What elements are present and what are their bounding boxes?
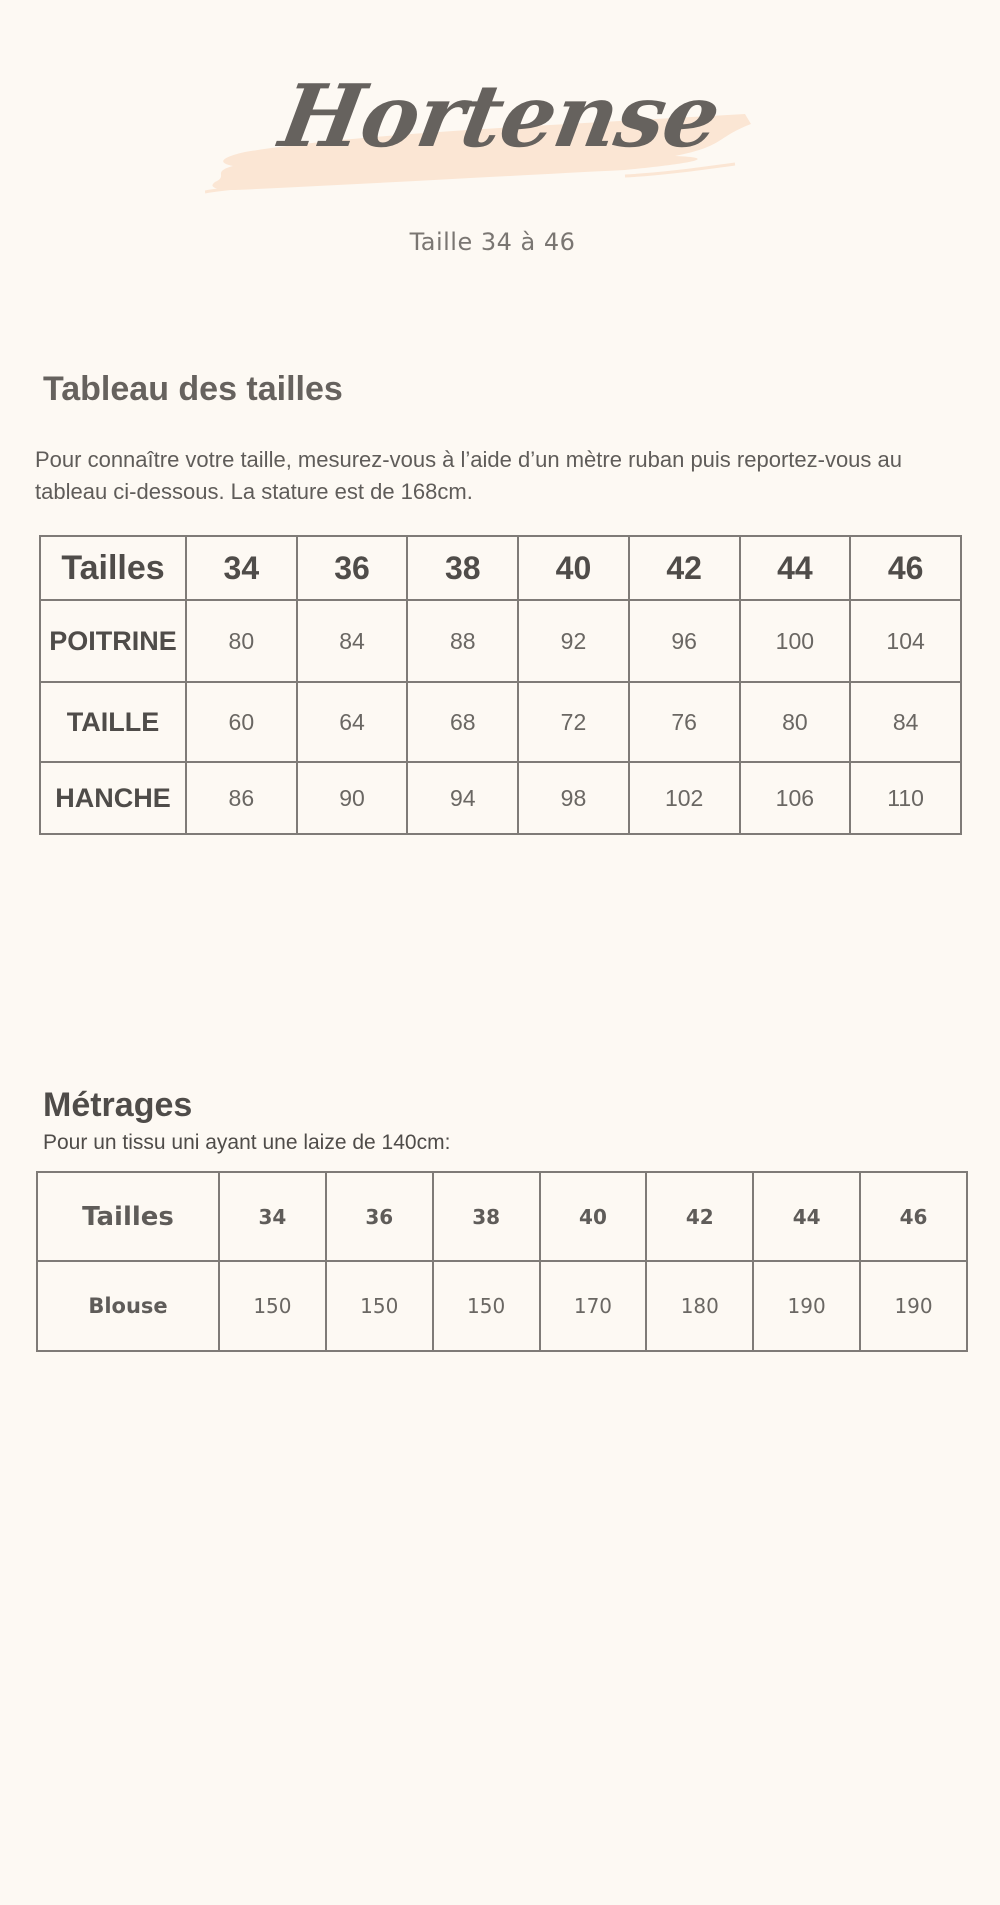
fabric-table: [36, 1171, 968, 1352]
row-label: TAILLE: [40, 682, 186, 762]
table-cell: 76: [629, 682, 740, 762]
header-cell-size: 38: [433, 1172, 540, 1261]
table-cell: 98: [518, 762, 629, 834]
pattern-title: Hortense: [273, 66, 728, 167]
header-cell-size: 40: [518, 536, 629, 600]
size-table: [39, 535, 962, 835]
table-cell: 190: [753, 1261, 860, 1351]
size-table-intro: Pour connaître votre taille, mesurez-vous à l’aide d’un mètre ruban puis reportez-vous au tableau ci-dessous. La stature est de 168cm.: [35, 447, 903, 504]
header-cell-size: 34: [219, 1172, 326, 1261]
table-cell: 170: [540, 1261, 647, 1351]
table-cell: 190: [860, 1261, 967, 1351]
table-cell: 92: [518, 600, 629, 682]
table-cell: 104: [850, 600, 961, 682]
header-cell-size: 42: [646, 1172, 753, 1261]
table-cell: 180: [646, 1261, 753, 1351]
header-cell-size: 46: [860, 1172, 967, 1261]
table-row-hanche: [40, 762, 961, 834]
header-cell-size: 42: [629, 536, 740, 600]
row-label: Blouse: [37, 1261, 219, 1351]
table-cell: 110: [850, 762, 961, 834]
table-row-blouse: [37, 1261, 967, 1351]
table-cell: 96: [629, 600, 740, 682]
row-label: POITRINE: [40, 600, 186, 682]
fabric-note: Pour un tissu uni ayant une laize de 140cm:: [43, 1131, 451, 1154]
table-cell: 84: [297, 600, 408, 682]
size-range-subtitle: Taille 34 à 46: [409, 228, 576, 256]
table-cell: 80: [740, 682, 851, 762]
row-label: HANCHE: [40, 762, 186, 834]
table-cell: 150: [433, 1261, 540, 1351]
size-table-heading: Tableau des tailles: [43, 370, 343, 408]
header-cell-size: 46: [850, 536, 961, 600]
header-cell-sizes: Tailles: [37, 1172, 219, 1261]
header-cell-size: 38: [407, 536, 518, 600]
table-cell: 86: [186, 762, 297, 834]
header-cell-size: 44: [753, 1172, 860, 1261]
table-cell: 100: [740, 600, 851, 682]
table-row-poitrine: [40, 600, 961, 682]
table-header-row: [40, 536, 961, 600]
table-cell: 64: [297, 682, 408, 762]
header-cell-size: 36: [297, 536, 408, 600]
header-cell-size: 34: [186, 536, 297, 600]
header-cell-sizes: Tailles: [40, 536, 186, 600]
table-cell: 68: [407, 682, 518, 762]
table-cell: 90: [297, 762, 408, 834]
table-cell: 94: [407, 762, 518, 834]
table-cell: 88: [407, 600, 518, 682]
table-cell: 106: [740, 762, 851, 834]
table-header-row: [37, 1172, 967, 1261]
table-cell: 150: [326, 1261, 433, 1351]
table-cell: 60: [186, 682, 297, 762]
table-cell: 72: [518, 682, 629, 762]
table-cell: 84: [850, 682, 961, 762]
table-cell: 150: [219, 1261, 326, 1351]
table-cell: 80: [186, 600, 297, 682]
table-cell: 102: [629, 762, 740, 834]
header-cell-size: 44: [740, 536, 851, 600]
header-cell-size: 36: [326, 1172, 433, 1261]
table-row-taille: [40, 682, 961, 762]
fabric-heading: Métrages: [43, 1086, 193, 1124]
header-cell-size: 40: [540, 1172, 647, 1261]
